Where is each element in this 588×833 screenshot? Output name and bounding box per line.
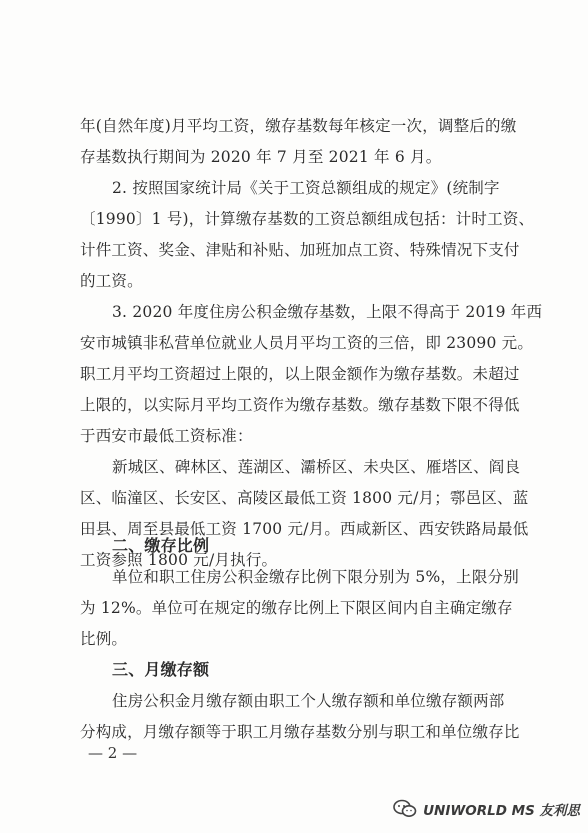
text-line: 年(自然年度)月平均工资，缴存基数每年核定一次，调整后的缴 xyxy=(80,117,517,135)
text-line: 新城区、碑林区、莲湖区、灞桥区、未央区、雁塔区、阎良 xyxy=(112,458,521,476)
text-line: 比例。 xyxy=(80,630,128,648)
text-line: 2. 按照国家统计局《关于工资总额组成的规定》(统制字 xyxy=(112,179,500,197)
text-line: 的工资。 xyxy=(80,272,143,290)
text-line: 存基数执行期间为 2020 年 7 月至 2021 年 6 月。 xyxy=(80,148,442,166)
text-line: 于西安市最低工资标准： xyxy=(80,427,253,445)
watermark-text: UNIWORLD MS 友利思 xyxy=(423,803,580,819)
text-line: 计件工资、奖金、津贴和补贴、加班加点工资、特殊情况下支付 xyxy=(80,241,520,259)
text-line: 工资参照 1800 元/月执行。 xyxy=(80,551,278,569)
section-heading: 三、月缴存额 xyxy=(112,660,210,679)
text-line: 为 12%。单位可在规定的缴存比例上下限区间内自主确定缴存 xyxy=(80,599,513,617)
text-line: 单位和职工住房公积金缴存比例下限分别为 5%，上限分别 xyxy=(112,568,519,586)
text-line: 安市城镇非私营单位就业人员月平均工资的三倍，即 23090 元。 xyxy=(80,334,534,352)
wechat-icon xyxy=(393,799,417,819)
text-line: 田县、周至县最低工资 1700 元/月。西咸新区、西安铁路局最低 xyxy=(80,520,529,538)
text-line: 上限的，以实际月平均工资作为缴存基数。缴存基数下限不得低 xyxy=(80,396,520,414)
watermark xyxy=(393,799,580,819)
text-line: 〔1990〕1 号)，计算缴存基数的工资总额组成包括：计时工资、 xyxy=(80,210,535,228)
text-line: 3. 2020 年度住房公积金缴存基数，上限不得高于 2019 年西 xyxy=(112,303,543,321)
text-line: 职工月平均工资超过上限的，以上限金额作为缴存基数。未超过 xyxy=(80,365,520,383)
text-line: 住房公积金月缴存额由职工个人缴存额和单位缴存额两部 xyxy=(112,692,505,710)
page-number: — 2 — xyxy=(88,744,138,762)
text-line: 区、临潼区、长安区、高陵区最低工资 1800 元/月；鄠邑区、蓝 xyxy=(80,489,529,507)
text-line: 分构成，月缴存额等于职工月缴存基数分别与职工和单位缴存比 xyxy=(80,723,520,741)
section-heading: 二、缴存比例 xyxy=(112,536,210,555)
